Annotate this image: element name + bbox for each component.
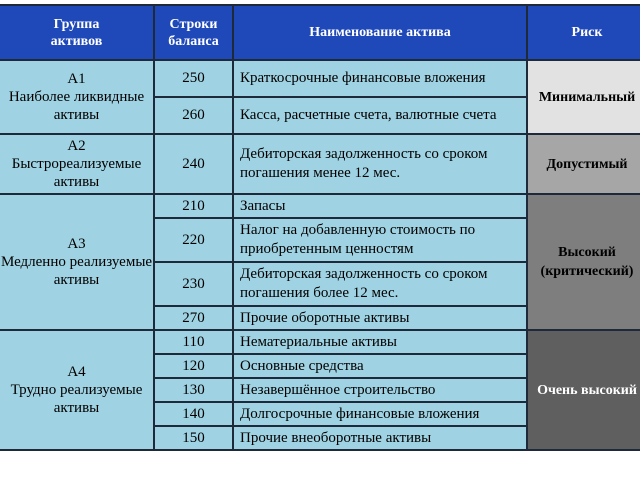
- line-cell: 240: [154, 134, 233, 194]
- line-cell: 150: [154, 426, 233, 450]
- line-cell: 210: [154, 194, 233, 218]
- group-a1: А1 Наиболее ликвидные активы: [0, 60, 154, 134]
- table-row: [0, 60, 640, 97]
- group-a4: А4 Трудно реализуемые активы: [0, 330, 154, 450]
- table-row: [0, 194, 640, 218]
- line-cell: 220: [154, 218, 233, 262]
- header-name: Наименование актива: [233, 5, 527, 60]
- asset-name-cell: Прочие оборотные активы: [233, 306, 527, 330]
- line-cell: 110: [154, 330, 233, 354]
- asset-name-cell: Незавершённое строительство: [233, 378, 527, 402]
- risk-a4: Очень высокий: [527, 330, 640, 450]
- asset-name-cell: Основные средства: [233, 354, 527, 378]
- header-row: [0, 5, 640, 60]
- header-risk: Риск: [527, 5, 640, 60]
- asset-name-cell: Нематериальные активы: [233, 330, 527, 354]
- group-a2: А2 Быстрореализуемые активы: [0, 134, 154, 194]
- group-a3: А3 Медленно реализуемые активы: [0, 194, 154, 330]
- asset-name-cell: Налог на добавленную стоимость по приобретенным ценностям: [233, 218, 527, 262]
- asset-name-cell: Краткосрочные финансовые вложения: [233, 60, 527, 97]
- line-cell: 130: [154, 378, 233, 402]
- asset-liquidity-table: [0, 4, 640, 451]
- asset-name-cell: Дебиторская задолженность со сроком погашения более 12 мес.: [233, 262, 527, 306]
- line-cell: 270: [154, 306, 233, 330]
- line-cell: 230: [154, 262, 233, 306]
- table-row: [0, 330, 640, 354]
- asset-name-cell: Долгосрочные финансовые вложения: [233, 402, 527, 426]
- risk-a3: Высокий (критический): [527, 194, 640, 330]
- line-cell: 260: [154, 97, 233, 134]
- risk-a1: Минимальный: [527, 60, 640, 134]
- asset-name-cell: Прочие внеоборотные активы: [233, 426, 527, 450]
- header-lines: Строки баланса: [154, 5, 233, 60]
- header-group: Группа активов: [0, 5, 154, 60]
- asset-name-cell: Касса, расчетные счета, валютные счета: [233, 97, 527, 134]
- asset-name-cell: Запасы: [233, 194, 527, 218]
- line-cell: 250: [154, 60, 233, 97]
- asset-name-cell: Дебиторская задолженность со сроком погашения менее 12 мес.: [233, 134, 527, 194]
- line-cell: 140: [154, 402, 233, 426]
- line-cell: 120: [154, 354, 233, 378]
- table-row: [0, 134, 640, 194]
- risk-a2: Допустимый: [527, 134, 640, 194]
